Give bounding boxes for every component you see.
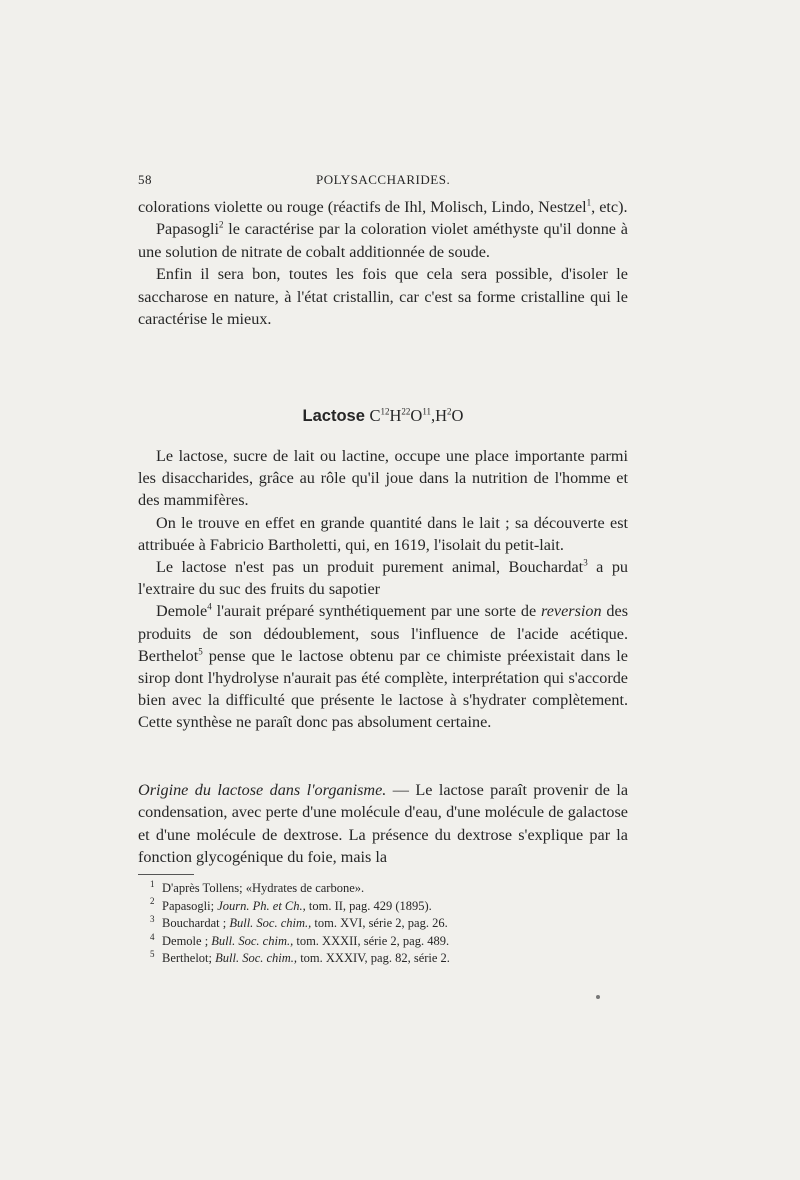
paragraph-lactose-intro: Le lactose, sucre de lait ou lactine, occupe une place importante parmi les disaccharides, grâce au rôle qu'il joue dans la nutrition de l'homme et des mammifères. xyxy=(138,447,628,510)
footnote-1: $^1$ D'après Tollens; «Hydrates de carbone». xyxy=(150,878,365,895)
paragraph-enfin: Enfin il sera bon, toutes les fois que cela sera possible, d'isoler le saccharose en nature, à l'état cristallin, car c'est sa forme cristalline qui le caractérise le mieux. xyxy=(138,265,628,329)
paragraph-colorations: colorations violette ou rouge (réactifs de Ihl, Molisch, Lindo, Nestzel$^1$, etc). xyxy=(138,197,628,216)
footnote-ref-3: 3 xyxy=(583,557,588,568)
footnote-2: $^2$ Papasogli; Journ. Ph. et Ch., tom. II, pag. 429 (1895). xyxy=(150,896,432,913)
paragraph-papasogli: Papasogli$^2$ le caractérise par la coloration violet améthyste qu'il donne à une solution de nitrate de cobalt additionnée de soude. xyxy=(138,220,628,261)
paragraph-lactose-discovery: On le trouve en effet en grande quantité dans le lait ; sa découverte est attribuée à Fabricio Bartholetti, qui, en 1619, l'isolait du petit-lait. xyxy=(138,513,628,554)
body-text-top xyxy=(138,196,628,330)
footnote-3: $^3$ Bouchardat ; Bull. Soc. chim., tom. XVI, série 2, pag. 26. xyxy=(150,914,448,931)
footnote-ref-2: 2 xyxy=(218,220,224,231)
paragraph-origin: Origine du lactose dans l'organisme. — Le lactose paraît provenir de la condensation, avec perte d'une molécule d'eau, d'une molécule de galactose et d'une molécule de dextrose. La présence du dextrose s'explique par la fonction glycogénique du foie, mais la xyxy=(138,781,629,867)
footnotes xyxy=(150,880,620,968)
running-title: POLYSACCHARIDES. xyxy=(316,172,451,187)
footnote-4: $^4$ Demole ; Bull. Soc. chim., tom. XXXII, série 2, pag. 489. xyxy=(150,931,450,948)
page-number: 58 xyxy=(138,172,152,187)
footnote-divider xyxy=(138,874,194,875)
origin-section xyxy=(138,779,628,869)
footnote-ref-4: 4 xyxy=(207,602,212,613)
paragraph-lactose-bouchardat: Le lactose n'est pas un produit purement animal, Bouchardat$^3$ a pu l'extraire du suc des fruits du sapotier xyxy=(138,557,629,599)
footnote-5: $^5$ Berthelot; Bull. Soc. chim., tom. XXXIV, pag. 82, série 2. xyxy=(150,949,450,966)
paragraph-lactose-demole: Demole$^4$ l'aurait préparé synthétiquement par une sorte de reversion des produits de son dédoublement, sous l'influence de l'acide acétique. Berthelot$^5$ pense que le lactose obtenu par ce chimiste préexistait dans le sirop dont l'hydrolyse n'aurait pas été complète, interprétation qui s'accorde bien avec la difficulté que présente le lactose à s'hydrater complètement. Cette synthèse ne paraît donc pas absolument certaine. xyxy=(138,602,628,732)
footnote-ref-5: 5 xyxy=(198,646,203,657)
scan-speck xyxy=(596,995,600,999)
lactose-formula: $C^{12}H^{22}O^{11},H^2O$ xyxy=(369,406,464,425)
footnote-ref-1: 1 xyxy=(586,197,592,208)
lactose-section-body xyxy=(138,445,628,734)
section-title-lactose: Lactose $C^{12}H^{22}O^{11},H^2O$ xyxy=(302,406,464,425)
origin-heading: Origine du lactose dans l'organisme. xyxy=(138,781,387,799)
